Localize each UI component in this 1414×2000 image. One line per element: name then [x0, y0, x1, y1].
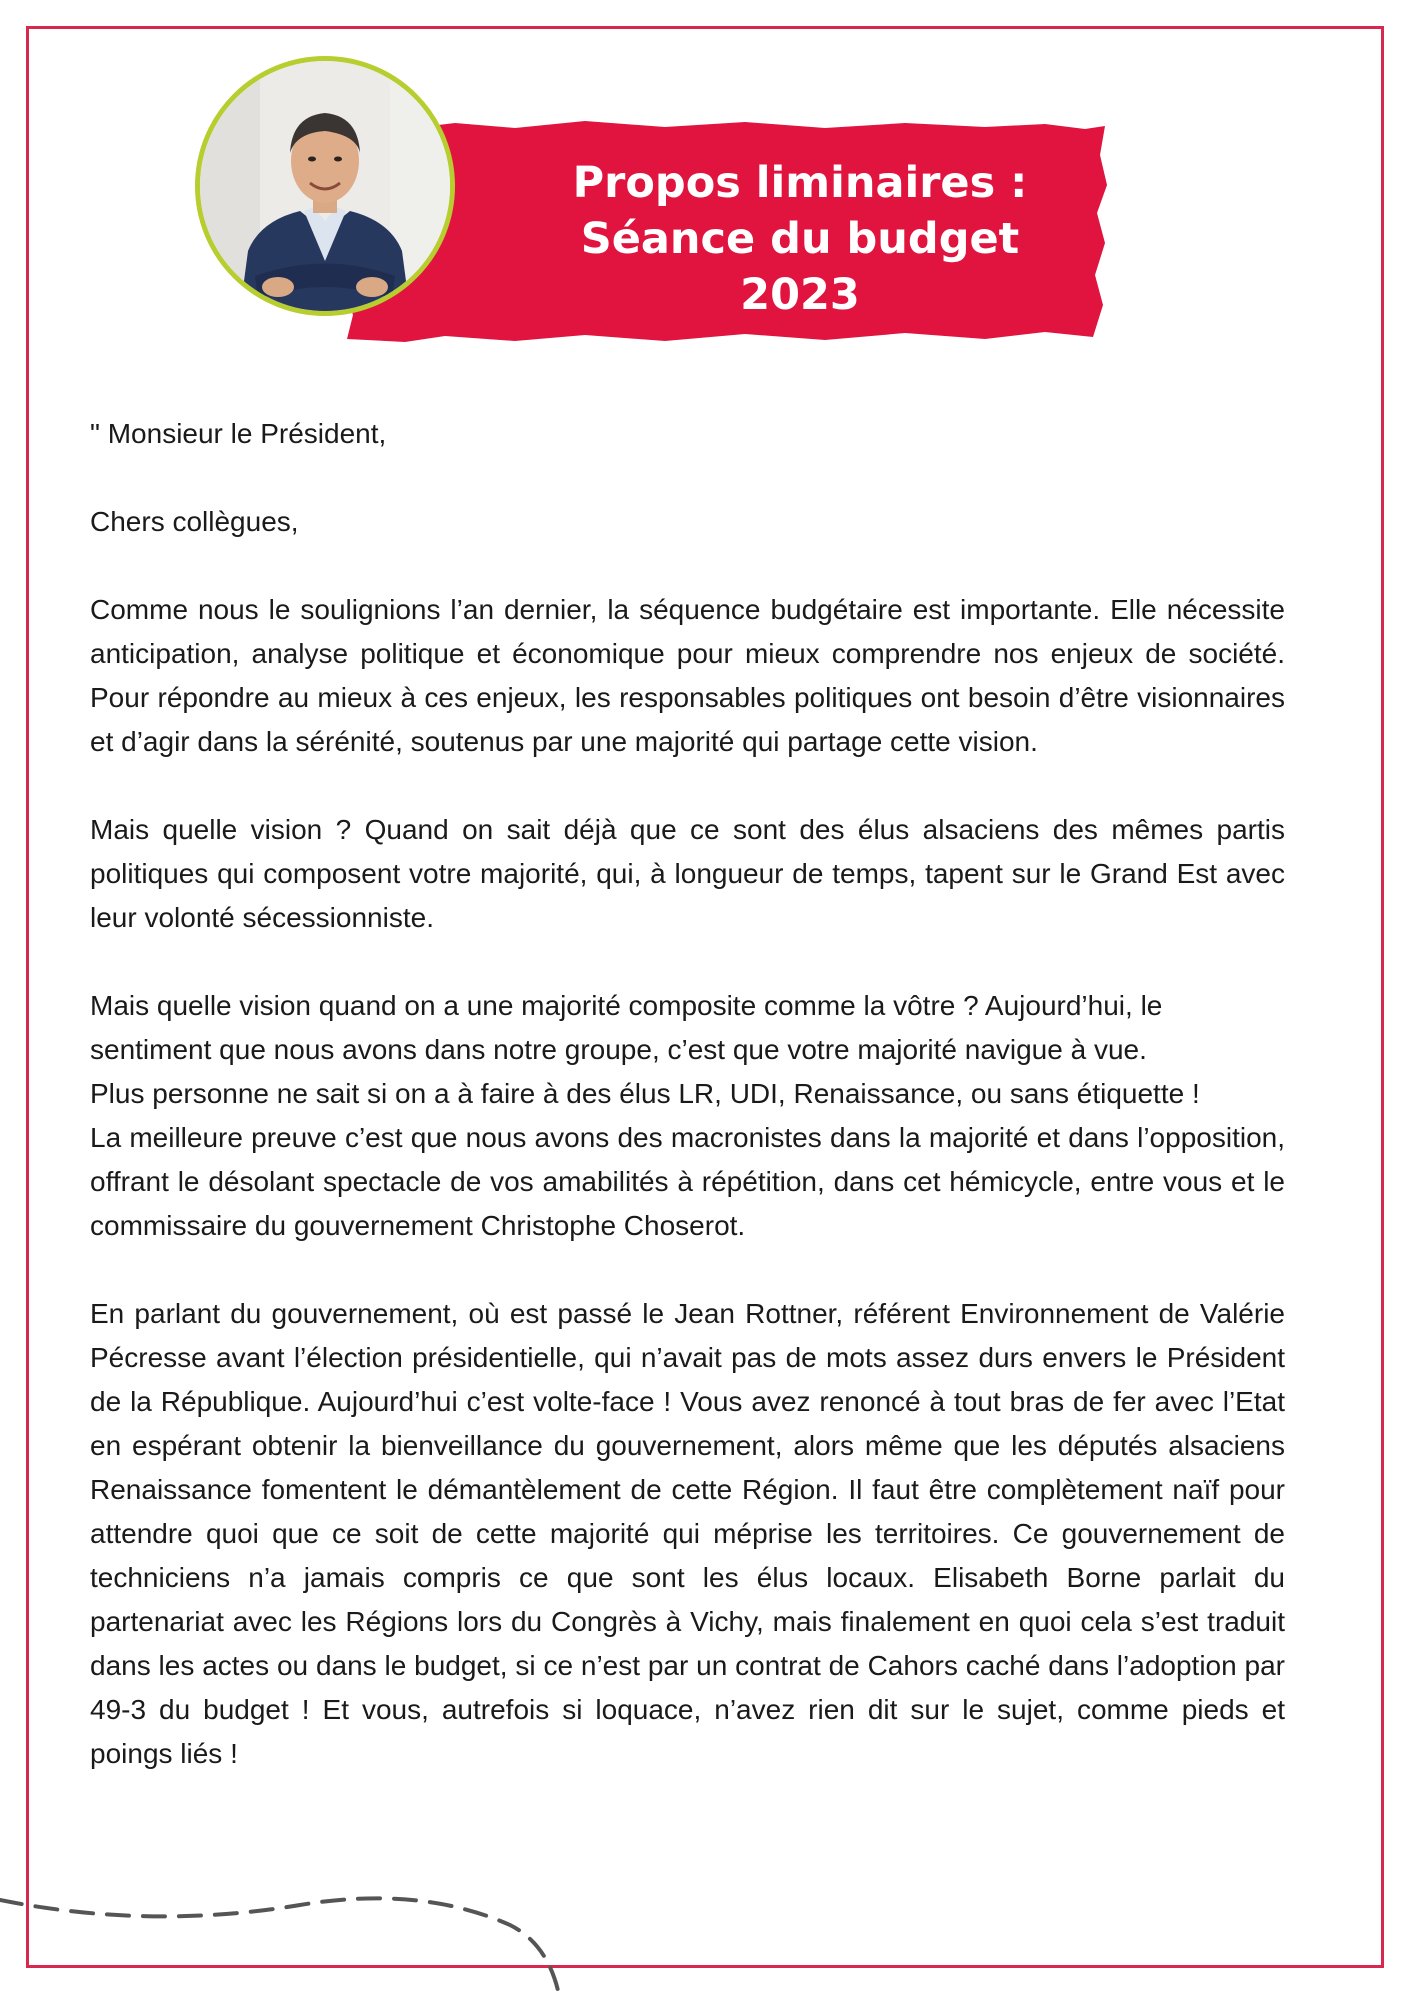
- page-title: [455, 155, 1145, 323]
- greeting: Chers collègues,: [90, 506, 299, 537]
- letter-body: [90, 412, 1285, 1820]
- title-line-3: 2023: [740, 270, 860, 320]
- paragraph-3-line-1: Mais quelle vision quand on a une majorité composite comme la vôtre ? Aujourd’hui, le: [90, 990, 1163, 1021]
- decorative-dashed-line: [0, 1820, 600, 2000]
- title-banner: [345, 115, 1135, 350]
- title-line-1: Propos liminaires :: [572, 158, 1028, 208]
- paragraph-2: Mais quelle vision ? Quand on sait déjà que ce sont des élus alsaciens des mêmes partis politiques qui composent votre majorité, qui, à longueur de temps, tapent sur le Grand Est avec leur volonté sécessionniste.: [90, 814, 1285, 933]
- salutation: " Monsieur le Président,: [90, 418, 387, 449]
- person-portrait-icon: [200, 61, 450, 311]
- paragraph-3-rest: La meilleure preuve c’est que nous avons des macronistes dans la majorité et dans l’opposition, offrant le désolant spectacle de vos amabilités à répétition, dans cet hémicycle, entre vous et le commissaire du gouvernement Christophe Choserot.: [90, 1122, 1285, 1241]
- paragraph-3: [90, 984, 1285, 1248]
- paragraph-1: Comme nous le soulignions l’an dernier, la séquence budgétaire est importante. Elle nécessite anticipation, analyse politique et économique pour mieux comprendre nos enjeux de société. Pour répondre au mieux à ces enjeux, les responsables politiques ont besoin d’être visionnaires et d’agir dans la sérénité, soutenus par une majorité qui partage cette vision.: [90, 594, 1285, 757]
- portrait-photo: [195, 56, 455, 316]
- paragraph-3-line-3: Plus personne ne sait si on a à faire à des élus LR, UDI, Renaissance, ou sans étiquette !: [90, 1078, 1200, 1109]
- paragraph-4: En parlant du gouvernement, où est passé le Jean Rottner, référent Environnement de Valérie Pécresse avant l’élection présidentielle, qui n’avait pas de mots assez durs envers le Président de la République. Aujourd’hui c’est volte-face ! Vous avez renoncé à tout bras de fer avec l’Etat en espérant obtenir la bienveillance du gouvernement, alors même que les députés alsaciens Renaissance fomentent le démantèlement de cette Région. Il faut être complètement naïf pour attendre quoi que ce soit de cette majorité qui méprise les territoires. Ce gouvernement de techniciens n’a jamais compris ce que sont les élus locaux. Elisabeth Borne parlait du partenariat avec les Régions lors du Congrès à Vichy, mais finalement en quoi cela s’est traduit dans les actes ou dans le budget, si ce n’est par un contrat de Cahors caché dans l’adoption par 49-3 du budget ! Et vous, autrefois si loquace, n’avez rien dit sur le sujet, comme pieds et poings liés !: [90, 1298, 1285, 1769]
- paragraph-3-line-2: sentiment que nous avons dans notre groupe, c’est que votre majorité navigue à vue.: [90, 1034, 1147, 1065]
- title-line-2: Séance du budget: [580, 214, 1020, 264]
